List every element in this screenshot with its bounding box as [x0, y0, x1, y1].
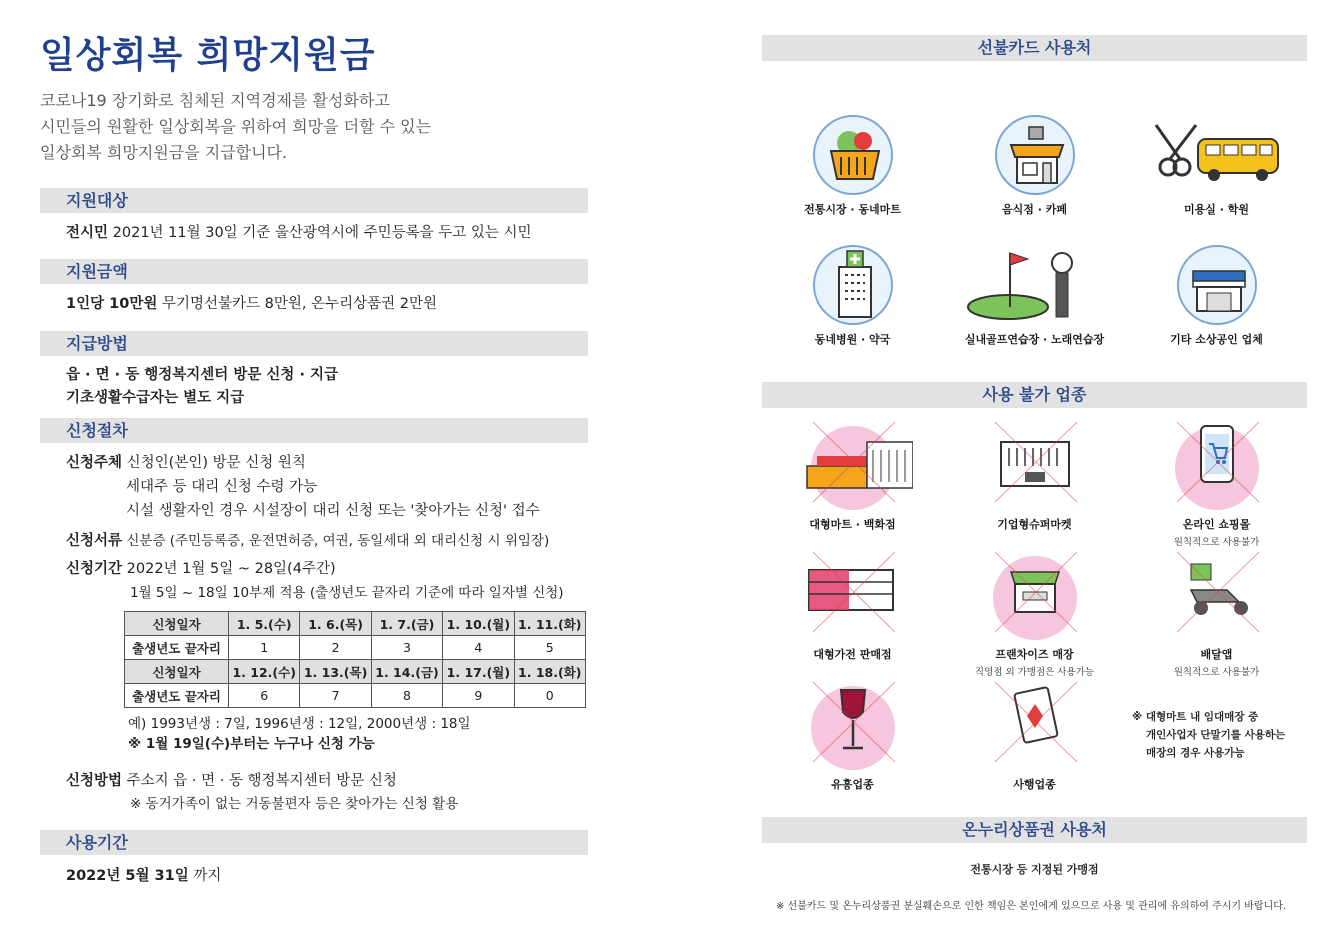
- procedure-text: [40, 451, 588, 605]
- card-place-label: 기타 소상공인 업체: [1170, 333, 1263, 346]
- banned-item: [1126, 426, 1307, 548]
- table-cell: 신청일자: [125, 660, 229, 684]
- schedule-table: [124, 611, 586, 708]
- banned-label: 유흥업종: [831, 778, 874, 791]
- method-text: [40, 364, 588, 410]
- department-store-icon: [811, 426, 895, 510]
- banned-head: 사용 불가 업종: [762, 382, 1307, 408]
- online-shopping-icon: [1175, 426, 1259, 510]
- usage-bold: 2022년 5월 31일: [66, 868, 189, 884]
- banned-label: 기업형슈퍼마켓: [997, 518, 1072, 531]
- banned-label: 프랜차이즈 매장: [995, 648, 1074, 661]
- card-place-label: 실내골프연습장 · 노래연습장: [964, 333, 1105, 346]
- franchise-store-icon: [993, 556, 1077, 640]
- way-note: ※ 동거가족이 없는 거동불편자 등은 찾아가는 신청 활용: [130, 796, 459, 812]
- table-cell: 1: [229, 636, 300, 660]
- delivery-scooter-icon: [1175, 556, 1259, 640]
- banned-item: [762, 556, 943, 662]
- table-cell: 1. 11.(화): [514, 612, 585, 636]
- market-basket-icon: [813, 115, 893, 195]
- target-detail: 2021년 11월 30일 기준 울산광역시에 주민등록을 두고 있는 시민: [108, 225, 532, 241]
- intro-line: 일상회복 희망지원금을 지급합니다.: [40, 143, 288, 162]
- onnuri-text: 전통시장 등 지정된 가맹점: [970, 863, 1099, 876]
- way-label: 신청방법: [66, 773, 123, 789]
- mart-note-line: 개인사업자 단말기를 사용하는: [1146, 729, 1286, 741]
- table-cell: 출생년도 끝자리: [125, 636, 229, 660]
- table-cell: 1. 7.(금): [371, 612, 442, 636]
- restaurant-cafe-icon: [995, 115, 1075, 195]
- mart-note-line: ※ 대형마트 내 임대매장 중: [1132, 711, 1259, 723]
- target-text: [40, 222, 588, 245]
- table-cell: 0: [514, 684, 585, 708]
- table-cell: 6: [229, 684, 300, 708]
- banned-sub: 직영점 외 가맹점은 사용가능: [974, 667, 1095, 678]
- intro-text: [40, 88, 588, 166]
- notice-text: ※ 1월 19일(수)부터는 누구나 신청 가능: [128, 736, 375, 752]
- table-cell: 1. 10.(월): [443, 612, 514, 636]
- period-sub: 1월 5일 ~ 18일 10부제 적용 (출생년도 끝자리 기준에 따라 일자별 신청): [130, 585, 564, 601]
- subject-label: 신청주체: [66, 455, 123, 471]
- table-cell: 5: [514, 636, 585, 660]
- mart-note-line: 매장의 경우 사용가능: [1146, 747, 1245, 759]
- section-head-usage: 사용기간: [40, 830, 588, 855]
- page-title: 일상회복 희망지원금: [40, 35, 376, 76]
- subject-line: 신청인(본인) 방문 신청 원칙: [122, 455, 306, 471]
- banned-grid: [762, 408, 1307, 848]
- amount-detail: 무기명선불카드 8만원, 온누리상품권 2만원: [157, 296, 437, 312]
- card-place: [1126, 245, 1307, 347]
- wine-glass-icon: [811, 686, 895, 770]
- intro-line: 시민들의 원활한 일상회복을 위하여 희망을 더할 수 있는: [40, 117, 432, 136]
- onnuri-head: 온누리상품권 사용처: [762, 817, 1307, 843]
- banned-label: 배달앱: [1200, 648, 1233, 661]
- period-label: 신청기간: [66, 561, 123, 577]
- banned-item: [1126, 556, 1307, 678]
- amount-text: [40, 293, 588, 316]
- table-cell: 1. 6.(목): [300, 612, 371, 636]
- card-place: [944, 115, 1125, 217]
- docs-text: 신분증 (주민등록증, 운전면허증, 여권, 동일세대 외 대리신청 시 위임장): [122, 533, 550, 549]
- usage-text: [40, 865, 588, 888]
- card-place-label: 전통시장 · 동네마트: [804, 203, 901, 216]
- table-cell: 1. 17.(월): [443, 660, 514, 684]
- playing-cards-icon: [993, 686, 1077, 770]
- banned-label: 대형가전 판매점: [813, 648, 892, 661]
- card-place: [762, 245, 943, 347]
- banned-label: 온라인 쇼핑몰: [1182, 518, 1251, 531]
- banned-sub: 원칙적으로 사용불가: [1173, 667, 1260, 678]
- banned-sub: 원칙적으로 사용불가: [1173, 537, 1260, 548]
- section-head-method: 지급방법: [40, 331, 588, 356]
- banned-label: 사행업종: [1013, 778, 1056, 791]
- table-cell: 7: [300, 684, 371, 708]
- table-cell: 1. 5.(수): [229, 612, 300, 636]
- subject-line: 시설 생활자인 경우 시설장이 대리 신청 또는 '찾아가는 신청' 접수: [126, 503, 540, 519]
- table-cell: 1. 12.(수): [229, 660, 300, 684]
- golf-karaoke-icon: [944, 245, 1125, 325]
- card-place-label: 동네병원 · 약국: [814, 333, 891, 346]
- example-block: [40, 714, 588, 754]
- banned-item: [762, 686, 943, 792]
- table-cell: 신청일자: [125, 612, 229, 636]
- supermarket-icon: [993, 426, 1077, 510]
- amount-bold: 1인당 10만원: [66, 296, 158, 312]
- banned-item: [944, 686, 1125, 792]
- usage-detail: 까지: [188, 868, 222, 884]
- card-place: [944, 245, 1125, 347]
- card-place: [1126, 115, 1307, 217]
- banned-item: [944, 556, 1125, 678]
- card-place-label: 음식점 · 카페: [1002, 203, 1067, 216]
- right-panel: [762, 35, 1307, 876]
- scissors-bus-icon: [1126, 115, 1307, 195]
- table-cell: 1. 13.(목): [300, 660, 371, 684]
- shop-icon: [1177, 245, 1257, 325]
- section-head-amount: 지원금액: [40, 259, 588, 284]
- docs-label: 신청서류: [66, 533, 123, 549]
- left-panel: [40, 30, 588, 888]
- way-block: [40, 770, 588, 816]
- hospital-icon: [813, 245, 893, 325]
- mart-note: [1132, 708, 1285, 762]
- method-line: 기초생활수급자는 별도 지급: [66, 390, 245, 406]
- period-text: 2022년 1월 5일 ~ 28일(4주간): [122, 561, 336, 577]
- intro-line: 코로나19 장기화로 침체된 지역경제를 활성화하고: [40, 91, 390, 110]
- target-bold: 전시민: [66, 225, 109, 241]
- card-usage-head: 선불카드 사용처: [762, 35, 1307, 61]
- table-cell: 출생년도 끝자리: [125, 684, 229, 708]
- table-cell: 9: [443, 684, 514, 708]
- card-usage-grid: [762, 61, 1307, 357]
- appliance-store-icon: [811, 556, 895, 640]
- table-cell: 4: [443, 636, 514, 660]
- section-head-procedure: 신청절차: [40, 418, 588, 443]
- table-cell: 1. 14.(금): [371, 660, 442, 684]
- section-head-target: 지원대상: [40, 188, 588, 213]
- card-place: [762, 115, 943, 217]
- example-text: 예) 1993년생 : 7일, 1996년생 : 12일, 2000년생 : 18일: [128, 716, 471, 732]
- banned-item: [944, 426, 1125, 532]
- table-cell: 8: [371, 684, 442, 708]
- subject-line: 세대주 등 대리 신청 수령 가능: [126, 479, 318, 495]
- card-place-label: 미용실 · 학원: [1184, 203, 1249, 216]
- banned-label: 대형마트 · 백화점: [809, 518, 896, 531]
- table-cell: 3: [371, 636, 442, 660]
- table-cell: 2: [300, 636, 371, 660]
- method-line: 읍 · 면 · 동 행정복지센터 방문 신청 · 지급: [66, 367, 339, 383]
- banned-item: [762, 426, 943, 532]
- footer-note: ※ 선불카드 및 온누리상품권 분실훼손으로 인한 책임은 본인에게 있으므로 사용 및 관리에 유의하여 주시기 바랍니다.: [776, 901, 1287, 912]
- way-text: 주소지 읍 · 면 · 동 행정복지센터 방문 신청: [122, 773, 397, 789]
- table-cell: 1. 18.(화): [514, 660, 585, 684]
